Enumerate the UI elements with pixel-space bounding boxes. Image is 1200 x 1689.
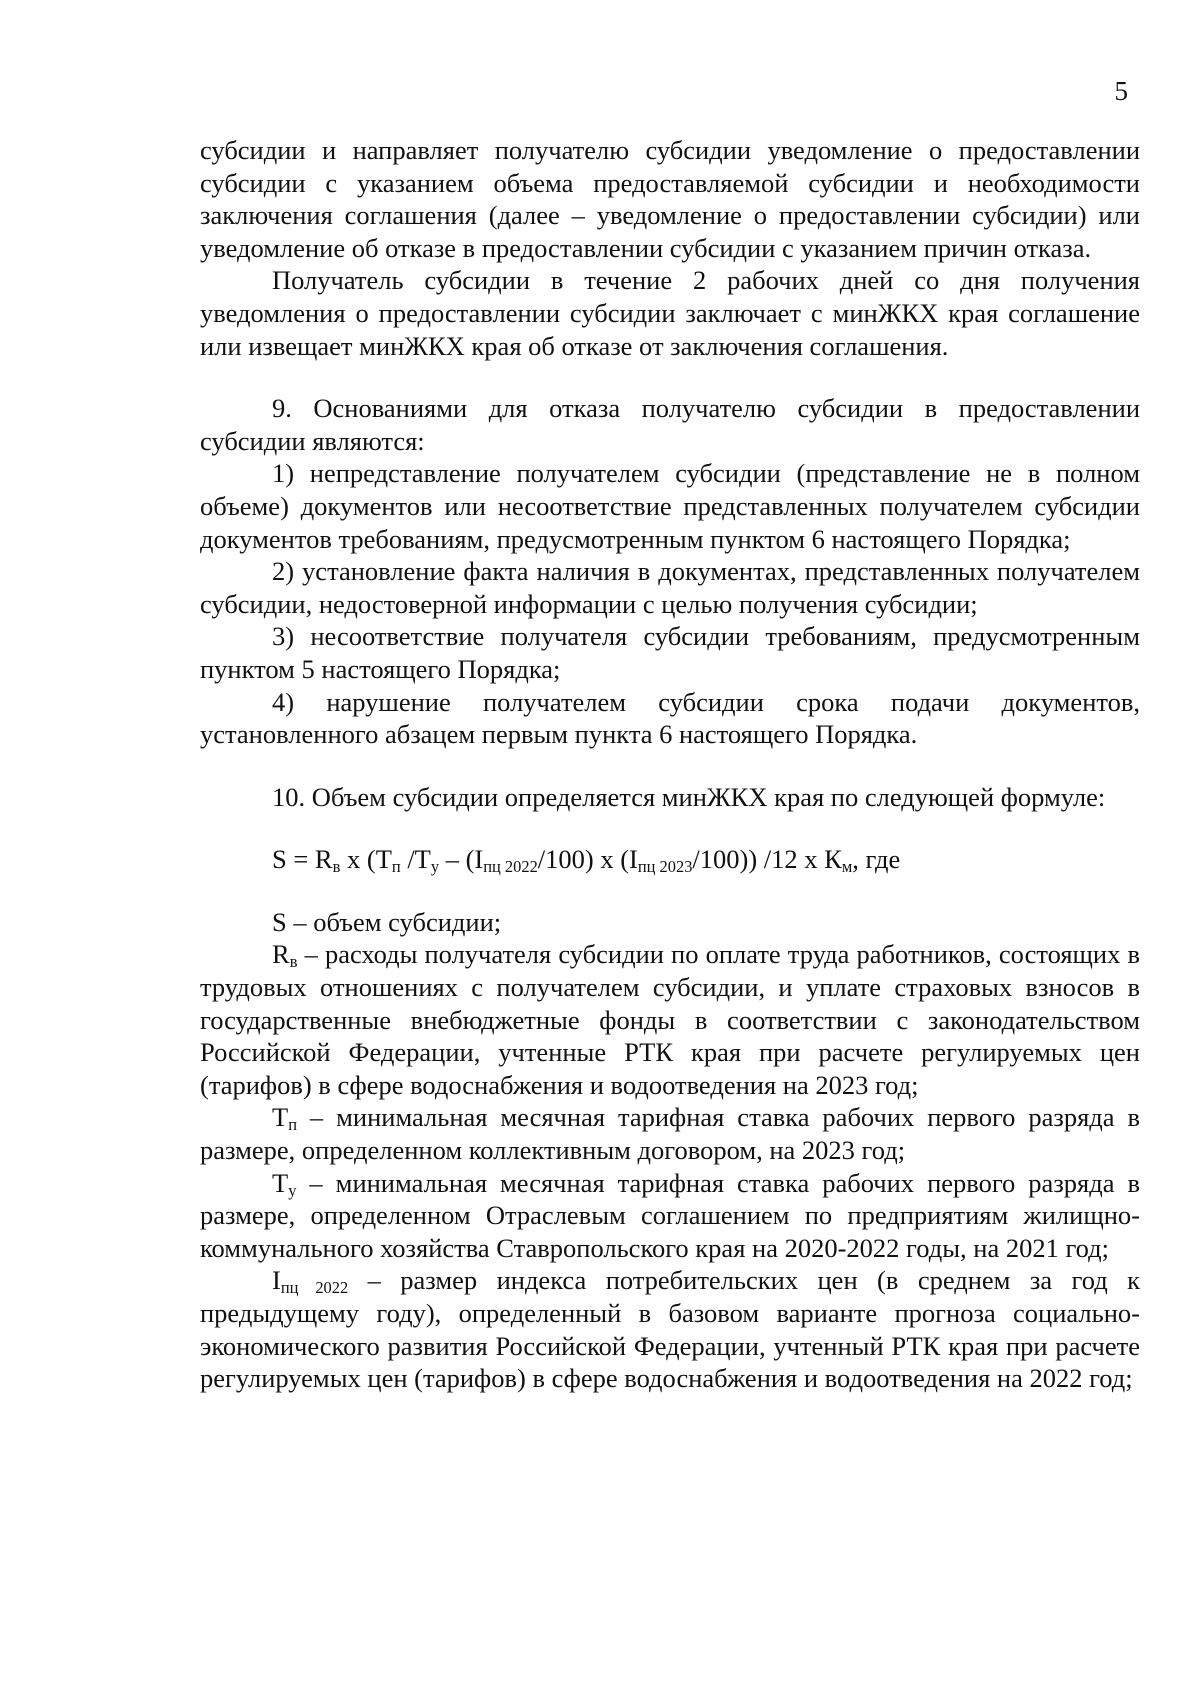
paragraph-text: – минимальная месячная тарифная ставка рабочих первого разряда в размере, определенном коллективным договором, на 2023 год; bbox=[200, 1102, 1140, 1166]
paragraph-text: 4) нарушение получателем субсидии срока подачи документов, установленного абзацем первым пункта 6 настоящего Порядка. bbox=[200, 686, 1140, 750]
paragraph-gap bbox=[200, 813, 1140, 843]
paragraph-text: субсидии и направляет получателю субсидии уведомление о предоставлении субсидии с указанием объема предоставляемой субсидии и необходимости заключения соглашения (далее – уведомление о предоставлении субсидии) или уведомление об отказе в предоставлении субсидии с указанием причин отказа. bbox=[200, 135, 1140, 263]
formula-text: /100)) /12 x К bbox=[692, 844, 842, 875]
paragraph-text: – размер индекса потребительских цен (в среднем за год к предыдущему году), определенный в базовом варианте прогноза социально-экономического развития Российской Федерации, учтенный РТК края при расчете регулируемых цен (тарифов) в сфере водоснабжения и водоотведения на 2022 год; bbox=[200, 1265, 1141, 1394]
paragraph bbox=[200, 555, 1140, 620]
formula-text: /100) x (I bbox=[537, 844, 638, 875]
paragraph-text: 9. Основаниями для отказа получателю субсидии в предоставлении субсидии являются: bbox=[200, 393, 1140, 456]
formula-text: S = R bbox=[272, 844, 333, 875]
variable-symbol: R bbox=[272, 939, 290, 970]
formula-text: , где bbox=[852, 844, 901, 875]
variable-definition bbox=[200, 1101, 1140, 1166]
paragraph-gap bbox=[200, 876, 1140, 906]
paragraph-text: S – объем субсидии; bbox=[272, 906, 502, 937]
paragraph-text: – расходы получателя субсидии по оплате труда работников, состоящих в трудовых отношениях с получателем субсидии, и уплате страховых взносов в государственные внебюджетные фонды в соответствии с законодательством Российской Федерации, учтенные РТК края при расчете регулируемых цен (тарифов) в сфере водоснабжения и водоотведения на 2023 год; bbox=[200, 939, 1140, 1100]
paragraph bbox=[200, 620, 1140, 685]
document-body bbox=[200, 134, 1140, 1395]
paragraph-text: 2) установление факта наличия в документах, представленных получателем субсидии, недостоверной информации с целью получения субсидии; bbox=[200, 556, 1140, 619]
paragraph-text: 10. Объем субсидии определяется минЖКХ края по следующей формуле: bbox=[272, 781, 1106, 812]
paragraph bbox=[200, 134, 1140, 264]
variable-subscript: пц 2022 bbox=[280, 1278, 349, 1298]
formula-text: /T bbox=[400, 844, 431, 875]
variable-subscript: п bbox=[288, 1115, 297, 1135]
paragraph-gap bbox=[200, 362, 1140, 392]
formula-subscript: пц 2022 bbox=[483, 857, 538, 877]
paragraph bbox=[200, 781, 1140, 814]
paragraph-text: 1) непредставление получателем субсидии (представление не в полном объеме) документов или несоответствие представленных получателем субсидии документов требованиям, предусмотренным пунктом 6 настоящего Порядка; bbox=[200, 458, 1140, 554]
page-number: 5 bbox=[1114, 76, 1128, 106]
variable-definition bbox=[200, 1264, 1140, 1394]
paragraph bbox=[200, 264, 1140, 362]
formula-text: x (T bbox=[340, 844, 392, 875]
variable-definition bbox=[200, 1167, 1140, 1265]
formula-subscript: в bbox=[332, 857, 341, 877]
paragraph-text: Получатель субсидии в течение 2 рабочих дней со дня получения уведомления о предоставлении субсидии заключает с минЖКХ края соглашение или извещает минЖКХ края об отказе от заключения соглашения. bbox=[200, 265, 1140, 361]
formula-subscript: п bbox=[391, 857, 401, 877]
variable-symbol: I bbox=[272, 1265, 281, 1296]
subsidy-formula bbox=[200, 843, 1140, 876]
variable-subscript: у bbox=[288, 1180, 297, 1200]
variable-definition bbox=[200, 938, 1140, 1101]
paragraph bbox=[200, 457, 1140, 555]
formula-subscript: у bbox=[430, 857, 440, 877]
paragraph bbox=[200, 906, 1140, 939]
paragraph-gap bbox=[200, 751, 1140, 781]
formula-subscript: м bbox=[841, 857, 853, 877]
variable-symbol: T bbox=[272, 1167, 289, 1198]
paragraph bbox=[200, 392, 1140, 457]
variable-symbol: T bbox=[272, 1102, 289, 1133]
paragraph-text: 3) несоответствие получателя субсидии требованиям, предусмотренным пунктом 5 настоящего Порядка; bbox=[200, 621, 1140, 684]
formula-text: – (I bbox=[439, 844, 484, 875]
paragraph bbox=[200, 686, 1140, 751]
paragraph-text: – минимальная месячная тарифная ставка рабочих первого разряда в размере, определенном Отраслевым соглашением по предприятиям жилищно-коммунального хозяйства Ставропольского края на 2020-2022 годы, на 2021 год; bbox=[200, 1167, 1140, 1263]
formula-subscript: пц 2023 bbox=[637, 857, 693, 877]
variable-subscript: в bbox=[289, 952, 298, 972]
